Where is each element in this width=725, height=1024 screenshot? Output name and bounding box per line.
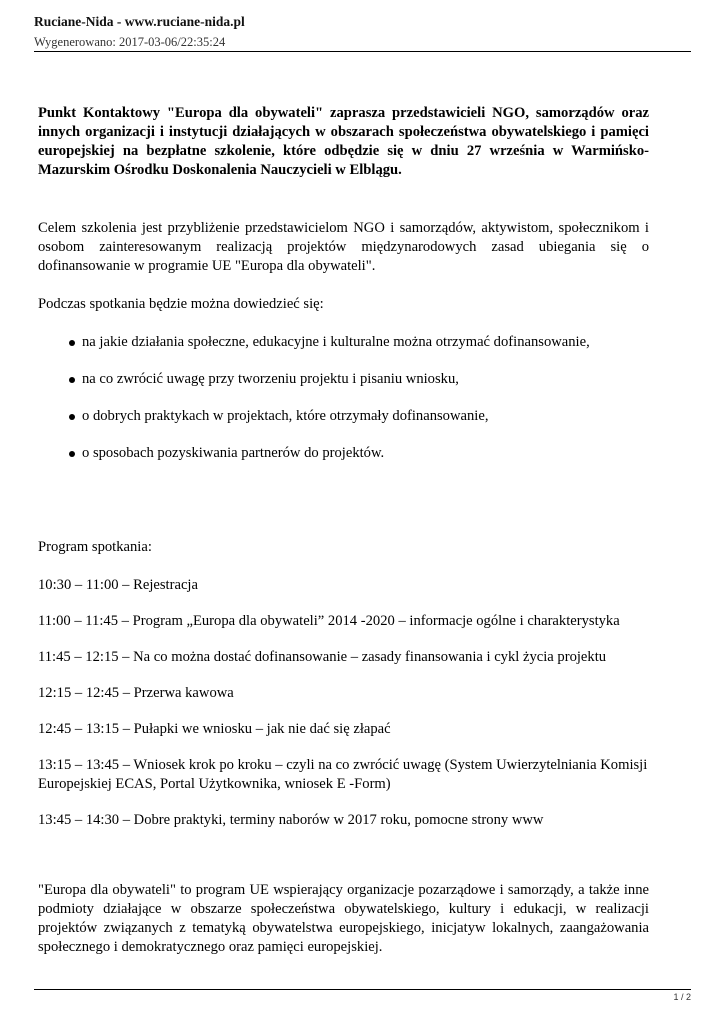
bullet-icon [69, 451, 75, 457]
topics-lead: Podczas spotkania będzie można dowiedzieć się: [38, 296, 324, 312]
list-item [38, 444, 649, 463]
agenda-item: 13:45 – 14:30 – Dobre praktyki, terminy naborów w 2017 roku, pomocne strony www [38, 812, 544, 828]
article-body [38, 104, 649, 957]
list-item-text: o sposobach pozyskiwania partnerów do projektów. [82, 445, 385, 461]
footer-divider [34, 989, 691, 990]
program-title: Program spotkania: [38, 539, 152, 555]
list-item [38, 333, 649, 352]
agenda-item: 12:15 – 12:45 – Przerwa kawowa [38, 685, 234, 701]
bullet-icon [69, 340, 75, 346]
generated-timestamp: Wygenerowano: 2017-03-06/22:35:24 [34, 35, 226, 49]
closing-paragraph: "Europa dla obywateli" to program UE wspierający organizacje pozarządowe i samorządy, a także inne podmioty działające w obszarze społeczeństwa obywatelskiego, kultury i edukacji, w realizacji projektów związanych z tematyką obywatelstwa europejskiego, inicjatyw lokalnych, zaangażowania społecznego i demokratycznego oraz pamięci europejskiej. [38, 882, 649, 955]
document-header [34, 14, 691, 50]
topics-list [38, 333, 649, 463]
list-item [38, 407, 649, 426]
bullet-icon [69, 414, 75, 420]
list-item-text: na co zwrócić uwagę przy tworzeniu projektu i pisaniu wniosku, [82, 371, 459, 387]
agenda-item: 11:45 – 12:15 – Na co można dostać dofinansowanie – zasady finansowania i cykl życia projektu [38, 649, 607, 665]
program-agenda [38, 576, 649, 830]
list-item-text: na jakie działania społeczne, edukacyjne i kulturalne można otrzymać dofinansowanie, [82, 334, 590, 350]
goal-paragraph: Celem szkolenia jest przybliżenie przedstawicielom NGO i samorządów, aktywistom, społecznikom i osobom zainteresowanym realizacją projektów międzynarodowych zasad ubiegania się o dofinansowanie w programie UE "Europa dla obywateli". [38, 220, 649, 274]
agenda-item: 12:45 – 13:15 – Pułapki we wniosku – jak nie dać się złapać [38, 721, 391, 737]
agenda-item: 10:30 – 11:00 – Rejestracja [38, 577, 198, 593]
site-title: Ruciane-Nida - www.ruciane-nida.pl [34, 14, 245, 29]
intro-paragraph: Punkt Kontaktowy "Europa dla obywateli" zaprasza przedstawicieli NGO, samorządów oraz innych organizacji i instytucji działających w obszarach społeczeństwa obywatelskiego i pamięci europejskiej na bezpłatne szkolenie, które odbędzie się w dniu 27 września w Warmińsko-Mazurskim Ośrodku Doskonalenia Nauczycieli w Elblągu. [38, 105, 649, 178]
header-divider [34, 51, 691, 52]
bullet-icon [69, 377, 75, 383]
page-number: 1 / 2 [673, 992, 691, 1002]
list-item [38, 370, 649, 389]
agenda-item: 11:00 – 11:45 – Program „Europa dla obywateli” 2014 -2020 – informacje ogólne i charakterystyka [38, 613, 620, 629]
agenda-item: 13:15 – 13:45 – Wniosek krok po kroku – czyli na co zwrócić uwagę (System Uwierzytelniania Komisji Europejskiej ECAS, Portal Użytkownika, wniosek E -Form) [38, 757, 648, 792]
list-item-text: o dobrych praktykach w projektach, które otrzymały dofinansowanie, [82, 408, 489, 424]
